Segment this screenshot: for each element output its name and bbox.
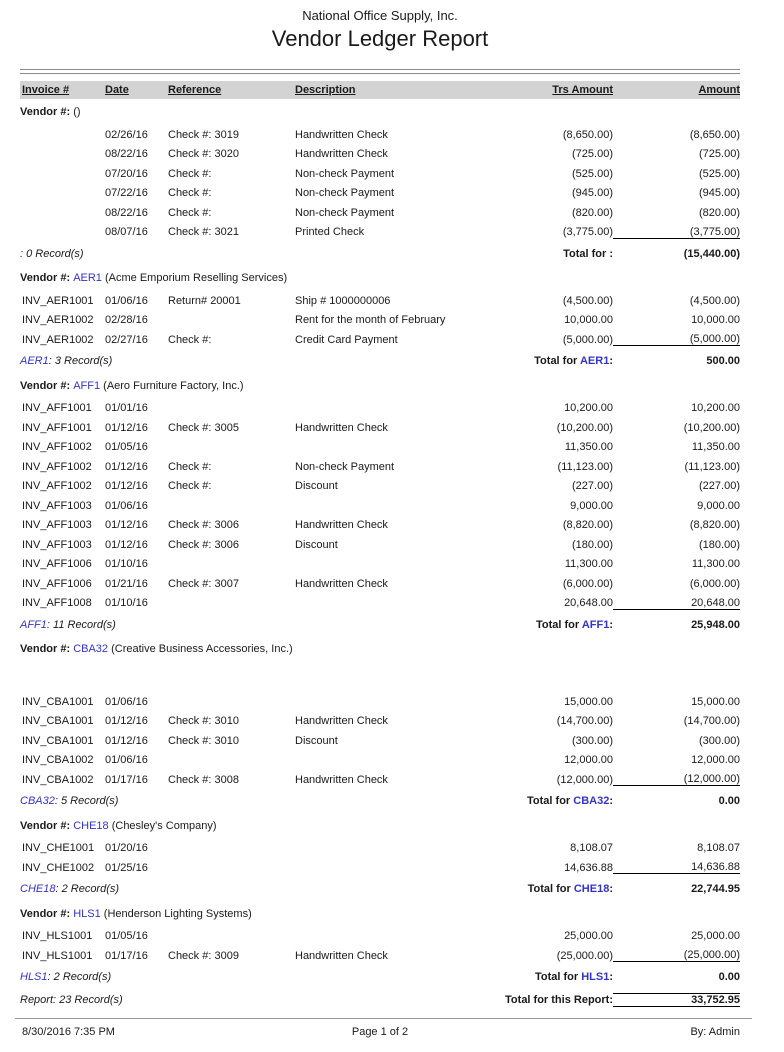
total-label-prefix: Total for: [563, 247, 610, 260]
date-cell: 08/07/16: [105, 226, 148, 239]
invoice-cell: INV_AFF1002: [22, 480, 92, 493]
date-cell: 01/01/16: [105, 402, 148, 415]
vendor-records-count: [20, 619, 460, 631]
table-row: [20, 477, 740, 497]
description-cell: Handwritten Check: [295, 949, 388, 962]
table-row: [20, 516, 740, 536]
table-row: [20, 535, 740, 555]
amount-cell: 9,000.00: [697, 499, 740, 512]
date-cell: 07/20/16: [105, 167, 148, 180]
reference-cell: Check #: 3006: [168, 519, 239, 532]
vendor-total-amount: 500.00: [706, 355, 740, 367]
description-cell: Non-check Payment: [295, 206, 395, 219]
date-cell: 02/27/16: [105, 333, 148, 346]
description-cell: Handwritten Check: [295, 148, 388, 161]
blank-rows-gap: [20, 657, 740, 687]
vendor-total-amount: 0.00: [718, 971, 740, 983]
trs-amount-cell: 25,000.00: [564, 930, 613, 943]
table-row: [20, 330, 740, 350]
column-header-row: [20, 81, 740, 99]
table-row: [20, 712, 740, 732]
description-cell: Handwritten Check: [295, 519, 388, 532]
vendor-total-label: [460, 619, 613, 631]
invoice-cell: INV_AFF1006: [22, 558, 92, 571]
table-row: [20, 946, 740, 966]
trs-amount-cell: 8,108.07: [570, 842, 613, 855]
vendor-header: [20, 380, 740, 394]
trs-amount-cell: (3,775.00): [562, 226, 613, 239]
amount-cell: 12,000.00: [691, 754, 740, 767]
column-header-trs-amount: Trs Amount: [552, 84, 613, 96]
reference-cell: Check #: 3005: [168, 421, 239, 434]
vendor-rows: [20, 291, 740, 350]
date-cell: 02/28/16: [105, 314, 148, 327]
vendor-name: (): [73, 106, 81, 118]
description-cell: Handwritten Check: [295, 577, 388, 590]
trs-amount-cell: 11,350.00: [564, 441, 613, 454]
table-row: [20, 574, 740, 594]
vendor-code: CHE18: [73, 819, 109, 832]
trs-amount-cell: 10,000.00: [564, 314, 613, 327]
trs-amount-cell: (11,123.00): [557, 460, 613, 473]
vendor-total-amount: 0.00: [718, 795, 740, 807]
amount-cell: (6,000.00): [689, 577, 740, 590]
date-cell: 01/06/16: [105, 499, 148, 512]
table-row: [20, 731, 740, 751]
footer-page-number: Page 1 of 2: [351, 1025, 409, 1038]
table-row: [20, 203, 740, 223]
company-name: National Office Supply, Inc.: [302, 8, 458, 23]
records-text: : 2 Record(s): [47, 971, 112, 983]
vendor-section: [20, 908, 740, 989]
date-cell: 01/12/16: [105, 480, 148, 493]
vendor-code: CBA32: [573, 795, 610, 807]
invoice-cell: INV_CHE1002: [22, 861, 95, 874]
vendor-code: CHE18: [573, 883, 610, 895]
invoice-cell: INV_AFF1002: [22, 460, 92, 473]
records-text: : 0 Record(s): [20, 247, 84, 260]
amount-cell: (12,000.00): [613, 773, 740, 786]
vendor-code: CBA32: [73, 643, 109, 655]
vendor-name: (Acme Emporium Reselling Services): [101, 272, 288, 284]
vendor-header: [20, 272, 740, 286]
column-header-reference: Reference: [168, 84, 222, 96]
trs-amount-cell: 12,000.00: [564, 754, 613, 767]
vendor-records-count: [20, 883, 460, 895]
trs-amount-cell: 11,300.00: [564, 558, 613, 571]
date-cell: 01/12/16: [105, 538, 148, 551]
total-label-colon: :: [609, 355, 613, 367]
vendor-label: Vendor #:: [20, 106, 74, 118]
total-label-prefix: Total for: [527, 795, 574, 807]
date-cell: 01/10/16: [105, 558, 148, 571]
column-header-date: Date: [105, 84, 129, 96]
description-cell: Handwritten Check: [295, 421, 388, 434]
table-row: [20, 751, 740, 771]
vendor-name: (Chesley's Company): [108, 819, 217, 832]
amount-cell: 11,350.00: [691, 441, 740, 454]
total-label-colon: :: [609, 971, 613, 983]
report-records-count: Report: 23 Record(s): [20, 994, 123, 1006]
vendor-code: HLS1: [20, 971, 48, 983]
vendor-code: CBA32: [20, 795, 55, 807]
table-row: [20, 125, 740, 145]
amount-cell: (4,500.00): [689, 294, 740, 307]
vendor-section: [20, 820, 740, 901]
trs-amount-cell: (25,000.00): [556, 949, 613, 962]
amount-cell: (5,000.00): [613, 333, 740, 346]
report-body: [20, 106, 740, 989]
table-row: [20, 457, 740, 477]
amount-cell: (945.00): [699, 187, 740, 200]
invoice-cell: INV_CHE1001: [22, 842, 95, 855]
description-cell: Credit Card Payment: [295, 333, 398, 346]
total-label-prefix: Total for: [536, 618, 582, 631]
trs-amount-cell: (945.00): [572, 187, 613, 200]
reference-cell: Check #: 3007: [168, 577, 239, 590]
vendor-total-label: [460, 883, 613, 895]
table-row: [20, 927, 740, 947]
invoice-cell: INV_CBA1001: [22, 695, 94, 708]
table-row: [20, 399, 740, 419]
vendor-total-label: [460, 355, 613, 367]
vendor-name: (Aero Furniture Factory, Inc.): [100, 379, 244, 392]
date-cell: 01/05/16: [105, 930, 148, 943]
invoice-cell: INV_AFF1003: [22, 499, 92, 512]
date-cell: 08/22/16: [105, 206, 148, 219]
invoice-cell: INV_CBA1001: [22, 734, 94, 747]
vendor-records-count: [20, 248, 460, 260]
amount-cell: 8,108.07: [697, 842, 740, 855]
reference-cell: Check #: 3021: [168, 226, 239, 239]
trs-amount-cell: (725.00): [572, 148, 613, 161]
trs-amount-cell: 15,000.00: [564, 695, 613, 708]
vendor-total-amount: 22,744.95: [691, 883, 740, 895]
total-label-colon: :: [609, 795, 613, 807]
description-cell: Ship # 1000000006: [295, 294, 391, 307]
footer-divider: [15, 1018, 752, 1019]
table-row: [20, 311, 740, 331]
vendor-section: [20, 380, 740, 637]
page-footer: [20, 1026, 740, 1038]
vendor-header: [20, 820, 740, 834]
amount-cell: 10,200.00: [691, 402, 740, 415]
footer-generated-by: By: Admin: [690, 1025, 740, 1038]
records-text: : 2 Record(s): [55, 883, 120, 895]
amount-cell: 10,000.00: [691, 314, 740, 327]
column-header-description: Description: [295, 84, 356, 96]
date-cell: 01/06/16: [105, 754, 148, 767]
date-cell: 01/06/16: [105, 695, 148, 708]
vendor-total-label: [460, 795, 613, 807]
amount-cell: 20,648.00: [613, 597, 740, 610]
description-cell: Handwritten Check: [295, 773, 388, 786]
vendor-total-row: [20, 966, 740, 989]
date-cell: 01/05/16: [105, 441, 148, 454]
vendor-header: [20, 643, 740, 657]
invoice-cell: INV_CBA1002: [22, 773, 94, 786]
trs-amount-cell: 14,636.88: [564, 861, 613, 874]
vendor-header: [20, 908, 740, 922]
date-cell: 02/26/16: [105, 128, 148, 141]
vendor-rows: [20, 927, 740, 966]
vendor-records-count: [20, 971, 460, 983]
column-header-invoice: Invoice #: [22, 84, 70, 96]
description-cell: Rent for the month of February: [295, 314, 446, 327]
invoice-cell: INV_AFF1001: [22, 421, 92, 434]
reference-cell: Check #: 3008: [168, 773, 239, 786]
description-cell: Discount: [295, 538, 338, 551]
amount-cell: (11,123.00): [684, 460, 740, 473]
vendor-code: CHE18: [20, 883, 56, 895]
reference-cell: Check #: 3006: [168, 538, 239, 551]
vendor-code: AFF1: [20, 618, 47, 631]
date-cell: 01/25/16: [105, 861, 148, 874]
invoice-cell: INV_AFF1006: [22, 577, 92, 590]
trs-amount-cell: (6,000.00): [562, 577, 613, 590]
table-row: [20, 839, 740, 859]
total-label-prefix: Total for: [534, 971, 582, 983]
trs-amount-cell: (14,700.00): [556, 715, 613, 728]
description-cell: Non-check Payment: [295, 460, 395, 473]
invoice-cell: INV_AFF1003: [22, 538, 92, 551]
footer-datetime: 8/30/2016 7:35 PM: [22, 1025, 115, 1038]
vendor-name: (Creative Business Accessories, Inc.): [108, 643, 293, 655]
date-cell: 01/12/16: [105, 460, 148, 473]
total-label-prefix: Total for: [527, 883, 574, 895]
date-cell: 08/22/16: [105, 148, 148, 161]
invoice-cell: INV_AFF1008: [22, 597, 92, 610]
description-cell: Discount: [295, 734, 338, 747]
vendor-section: [20, 272, 740, 373]
vendor-rows: [20, 399, 740, 614]
table-row: [20, 555, 740, 575]
trs-amount-cell: (8,650.00): [562, 128, 613, 141]
report-title: Vendor Ledger Report: [271, 26, 489, 51]
reference-cell: Check #:: [168, 167, 212, 180]
vendor-total-label: [460, 971, 613, 983]
vendor-code: AER1: [579, 355, 610, 367]
report-total-amount: 33,752.95: [613, 993, 740, 1007]
vendor-code: AER1: [73, 272, 102, 284]
trs-amount-cell: 20,648.00: [564, 597, 613, 610]
vendor-code: AFF1: [581, 618, 610, 631]
amount-cell: (3,775.00): [613, 226, 740, 239]
trs-amount-cell: (227.00): [572, 480, 613, 493]
vendor-code: HLS1: [581, 971, 610, 983]
invoice-cell: INV_AER1002: [22, 333, 94, 346]
trs-amount-cell: (12,000.00): [556, 773, 613, 786]
table-row: [20, 418, 740, 438]
report-total-label: Total for this Report:: [505, 994, 613, 1006]
vendor-section: [20, 643, 740, 813]
vendor-total-amount: 25,948.00: [691, 618, 740, 631]
reference-cell: Check #:: [168, 206, 212, 219]
trs-amount-cell: (5,000.00): [562, 333, 613, 346]
date-cell: 01/06/16: [105, 294, 148, 307]
vendor-label: Vendor #:: [20, 907, 74, 920]
total-label-prefix: Total for: [534, 355, 580, 367]
amount-cell: (180.00): [699, 538, 740, 551]
reference-cell: Check #: 3019: [168, 128, 239, 141]
date-cell: 07/22/16: [105, 187, 148, 200]
description-cell: Handwritten Check: [295, 128, 388, 141]
total-label-colon: :: [609, 618, 613, 631]
vendor-total-row: [20, 790, 740, 813]
amount-cell: (725.00): [699, 148, 740, 161]
reference-cell: Check #: 3009: [168, 949, 239, 962]
description-cell: Handwritten Check: [295, 715, 388, 728]
reference-cell: Check #:: [168, 333, 212, 346]
date-cell: 01/20/16: [105, 842, 148, 855]
vendor-code: HLS1: [73, 907, 101, 920]
amount-cell: (227.00): [699, 480, 740, 493]
vendor-total-row: [20, 613, 740, 636]
vendor-code: AFF1: [73, 379, 101, 392]
reference-cell: Check #: 3010: [168, 715, 239, 728]
total-label-colon: :: [609, 883, 613, 895]
description-cell: Non-check Payment: [295, 167, 395, 180]
date-cell: 01/21/16: [105, 577, 148, 590]
trs-amount-cell: (820.00): [572, 206, 613, 219]
table-row: [20, 184, 740, 204]
vendor-total-label: [460, 248, 613, 260]
invoice-cell: INV_AFF1003: [22, 519, 92, 532]
trs-amount-cell: (525.00): [572, 167, 613, 180]
table-row: [20, 223, 740, 243]
date-cell: 01/10/16: [105, 597, 148, 610]
vendor-total-row: [20, 242, 740, 265]
trs-amount-cell: (300.00): [572, 734, 613, 747]
table-row: [20, 692, 740, 712]
reference-cell: Return# 20001: [168, 294, 241, 307]
invoice-cell: INV_HLS1001: [22, 930, 93, 943]
description-cell: Printed Check: [295, 226, 365, 239]
invoice-cell: INV_AER1001: [22, 294, 94, 307]
header-divider: [20, 69, 740, 74]
records-text: : 11 Record(s): [46, 618, 116, 631]
table-row: [20, 496, 740, 516]
amount-cell: (300.00): [699, 734, 740, 747]
amount-cell: 25,000.00: [691, 930, 740, 943]
vendor-records-count: [20, 355, 460, 367]
date-cell: 01/12/16: [105, 519, 148, 532]
date-cell: 01/12/16: [105, 715, 148, 728]
amount-cell: (25,000.00): [613, 949, 740, 962]
invoice-cell: INV_AER1002: [22, 314, 94, 327]
trs-amount-cell: 9,000.00: [570, 499, 613, 512]
vendor-label: Vendor #:: [20, 379, 74, 392]
trs-amount-cell: 10,200.00: [564, 402, 613, 415]
invoice-cell: INV_AFF1002: [22, 441, 92, 454]
amount-cell: (8,820.00): [689, 519, 740, 532]
vendor-label: Vendor #:: [20, 643, 74, 655]
date-cell: 01/17/16: [105, 773, 148, 786]
amount-cell: (14,700.00): [683, 715, 740, 728]
vendor-label: Vendor #:: [20, 819, 74, 832]
vendor-rows: [20, 125, 740, 242]
vendor-total-row: [20, 878, 740, 901]
reference-cell: Check #:: [168, 480, 212, 493]
reference-cell: Check #:: [168, 460, 212, 473]
table-row: [20, 438, 740, 458]
invoice-cell: INV_CBA1001: [22, 715, 94, 728]
table-row: [20, 145, 740, 165]
invoice-cell: INV_HLS1001: [22, 949, 93, 962]
records-text: : 5 Record(s): [54, 795, 119, 807]
vendor-records-count: [20, 795, 460, 807]
reference-cell: Check #:: [168, 187, 212, 200]
column-header-amount: Amount: [698, 84, 740, 96]
table-row: [20, 858, 740, 878]
date-cell: 01/12/16: [105, 421, 148, 434]
amount-cell: 11,300.00: [691, 558, 740, 571]
trs-amount-cell: (4,500.00): [562, 294, 613, 307]
vendor-code: AER1: [20, 355, 49, 367]
amount-cell: 14,636.88: [613, 861, 740, 874]
description-cell: Discount: [295, 480, 338, 493]
reference-cell: Check #: 3010: [168, 734, 239, 747]
description-cell: Non-check Payment: [295, 187, 395, 200]
amount-cell: (8,650.00): [689, 128, 740, 141]
table-row: [20, 291, 740, 311]
amount-cell: (820.00): [699, 206, 740, 219]
amount-cell: (525.00): [699, 167, 740, 180]
vendor-total-amount: (15,440.00): [683, 247, 740, 260]
table-row: [20, 164, 740, 184]
date-cell: 01/17/16: [105, 949, 148, 962]
vendor-name: (Henderson Lighting Systems): [100, 907, 252, 920]
vendor-header: [20, 106, 740, 120]
vendor-total-row: [20, 350, 740, 373]
amount-cell: (10,200.00): [683, 421, 740, 434]
vendor-label: Vendor #:: [20, 272, 74, 284]
date-cell: 01/12/16: [105, 734, 148, 747]
vendor-section: [20, 106, 740, 265]
records-text: : 3 Record(s): [48, 355, 113, 367]
vendor-rows: [20, 692, 740, 790]
invoice-cell: INV_AFF1001: [22, 402, 92, 415]
trs-amount-cell: (180.00): [572, 538, 613, 551]
total-label-colon: :: [609, 247, 613, 260]
amount-cell: 15,000.00: [691, 695, 740, 708]
report-total-row: [20, 989, 740, 1012]
invoice-cell: INV_CBA1002: [22, 754, 94, 767]
table-row: [20, 594, 740, 614]
vendor-rows: [20, 839, 740, 878]
table-row: [20, 770, 740, 790]
trs-amount-cell: (10,200.00): [556, 421, 613, 434]
trs-amount-cell: (8,820.00): [562, 519, 613, 532]
reference-cell: Check #: 3020: [168, 148, 239, 161]
